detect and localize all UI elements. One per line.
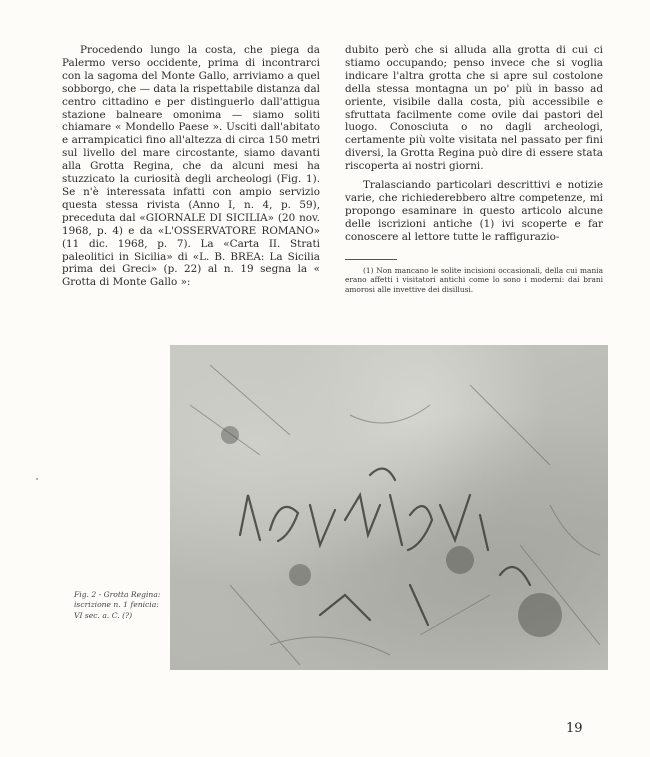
footnote: (1) Non mancano le solite incisioni occasionali, della cui mania erano affetti i visitatori antichi come lo sono i moderni: dai brani amorosi alle invettive dei disillusi. bbox=[345, 265, 603, 294]
footnote-rule bbox=[345, 259, 397, 260]
paragraph: Tralasciando particolari descrittivi e notizie varie, che richiederebbero altre competenze, mi propongo esaminare in questo articolo alcune delle iscrizioni antiche (1) ivi scoperte e far conoscere al lettore tutte le raffigurazio- bbox=[345, 179, 603, 243]
page-number: 19 bbox=[566, 721, 583, 736]
caption-line: VI sec. a. C. (?) bbox=[74, 610, 133, 620]
caption-line: iscrizione n. 1 fenicia: bbox=[74, 600, 159, 610]
left-text-column bbox=[62, 44, 320, 289]
speck bbox=[36, 478, 38, 480]
caption-line: Fig. 2 - Grotta Regina: bbox=[74, 590, 161, 599]
paragraph: dubito però che si alluda alla grotta di cui ci stiamo occupando; penso invece che si voglia indicare l'altra grotta che si apre sul costolone della stessa montagna un po' più in basso ad oriente, visibile dalla costa, più accessibile e sfruttata facilmente come ovile dai pastori del luogo. Conosciuta o no dagli archeologi, certamente più volte visitata nel passato per fini diversi, la Grotta Regina può dire di essere stata riscoperta ai nostri giorni. bbox=[345, 44, 603, 173]
engraved-rock-surface bbox=[170, 345, 608, 670]
right-text-column bbox=[345, 44, 603, 294]
paragraph: Procedendo lungo la costa, che piega da Palermo verso occidente, prima di incontrarci con la sagoma del Monte Gallo, arriviamo a quel sobborgo, che — data la rispettabile distanza dal centro cittadino e per distinguerlo dall'attigua stazione balneare omonima — siamo soliti chiamare « Mondello Paese ». Usciti dall'abitato e arrampicatici fino all'altezza di circa 150 metri sul livello del mare circostante, siamo davanti alla Grotta Regina, che da alcuni mesi ha stuzzicato la curiosità degli archeologi (Fig. 1). Se n'è interessata infatti con ampio servizio questa stessa rivista (Anno I, n. 4, p. 59), preceduta dal «GIORNALE DI SICILIA» (20 nov. 1968, p. 4) e da «L'OSSERVATORE ROMANO» (11 dic. 1968, p. 7). La «Carta II. Strati paleolitici in Sicilia» di «L. B. BREA: La Sicilia prima dei Greci» (p. 22) al n. 19 segna la « Grotta di Monte Gallo »: bbox=[62, 44, 320, 289]
inscription-photo bbox=[170, 345, 608, 670]
figure-caption bbox=[74, 590, 166, 621]
